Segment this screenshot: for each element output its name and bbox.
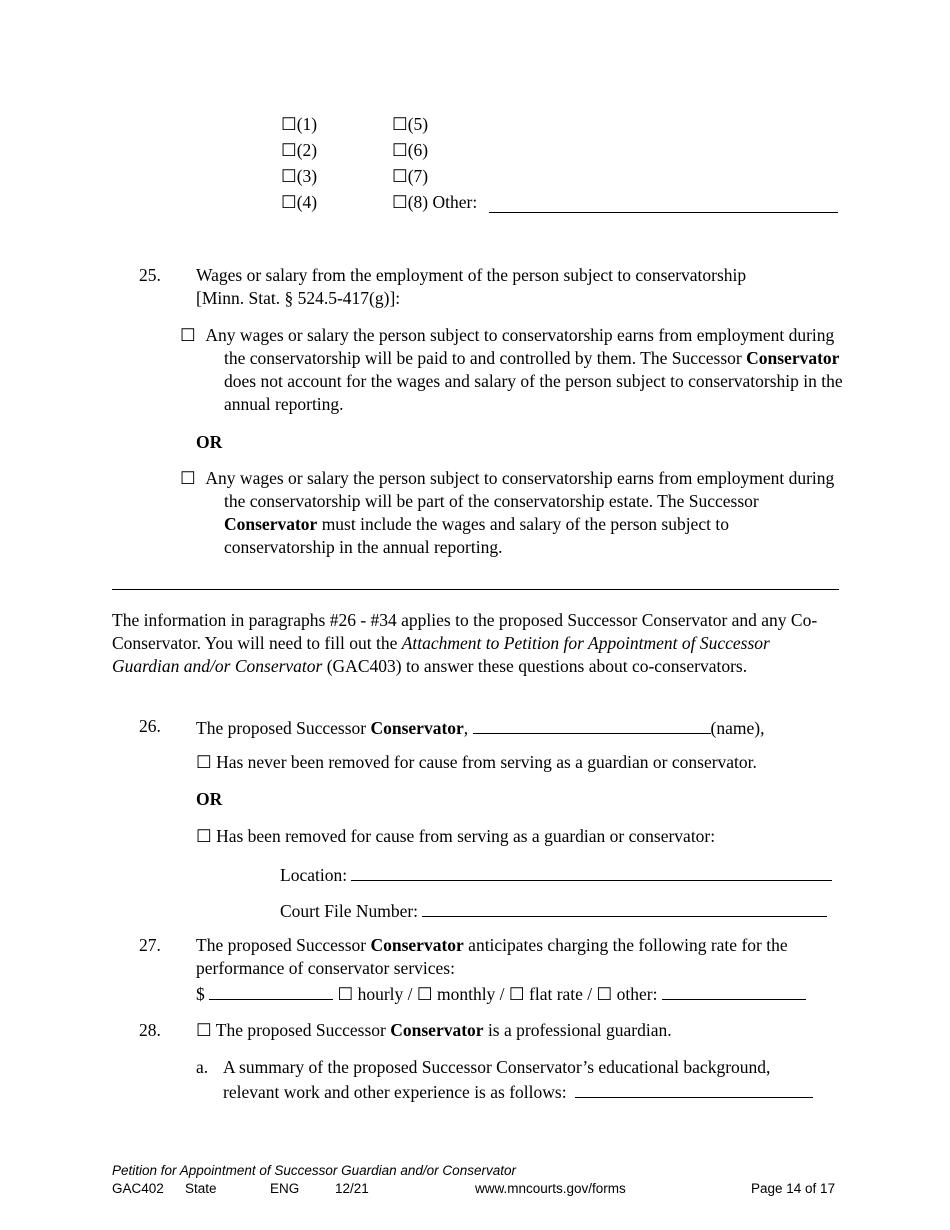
court-file-row — [280, 898, 840, 923]
item-26-or: OR — [196, 789, 223, 809]
item-27-text — [196, 934, 836, 980]
hourly-label: hourly / — [357, 984, 413, 1004]
item-27-bold: Conservator — [370, 935, 464, 955]
item-25-option-1-bold: Conservator — [746, 348, 840, 368]
item-28-bold: Conservator — [390, 1020, 484, 1040]
item-28-a-line2 — [223, 1079, 843, 1104]
other-label: other: — [616, 984, 658, 1004]
item-25-line1: Wages or salary from the employment of the person subject to conservatorship — [196, 265, 747, 285]
item-27-suffix: anticipates charging the following rate for the performance of conservator services: — [196, 935, 788, 978]
footer-language: ENG — [270, 1181, 300, 1196]
item-25-option-2-text-b: must include the wages and salary of the person subject to conservatorship in the annual reporting. — [224, 514, 729, 557]
checkbox-icon[interactable]: ☐ — [508, 984, 525, 1004]
item-28-a-line1: A summary of the proposed Successor Conservator’s educational background, — [223, 1057, 771, 1077]
item-26-option-2[interactable] — [196, 825, 836, 848]
item-26-text — [196, 715, 836, 740]
item-25-option-2-bold: Conservator — [224, 514, 318, 534]
other-rate-field[interactable] — [662, 981, 806, 1000]
other-blank-line[interactable] — [489, 194, 838, 213]
item-26-bold: Conservator — [370, 718, 464, 738]
item-26-option-1-text: Has never been removed for cause from serving as a guardian or conservator. — [216, 752, 757, 772]
info-italic-title: Attachment to Petition for Appointment of Successor Guardian and/or Conservator — [112, 633, 770, 676]
item-27-number: 27. — [139, 935, 161, 955]
item-26-prefix: The proposed Successor — [196, 718, 371, 738]
item-26-name-suffix: (name), — [710, 718, 765, 738]
item-28-a-text — [223, 1056, 843, 1104]
checkbox-option-3[interactable]: ☐(3) — [281, 166, 318, 186]
item-26-comma: , — [463, 718, 469, 738]
info-text-b: (GAC403) to answer these questions about co-conservators. — [322, 656, 748, 676]
item-28-option[interactable] — [196, 1019, 836, 1042]
location-row — [280, 862, 840, 887]
checkbox-icon[interactable]: ☐ — [596, 984, 613, 1004]
rate-row — [196, 981, 841, 1006]
flat-rate-label: flat rate / — [529, 984, 593, 1004]
checkbox-option-6[interactable]: ☐(6) — [392, 140, 429, 160]
checkbox-icon[interactable]: ☐ — [337, 984, 354, 1004]
footer-scope: State — [185, 1181, 217, 1196]
item-25-option-2-text-a: Any wages or salary the person subject to conservatorship earns from employment during the conservatorship will be part of the conservatorship estate. The Successor — [205, 468, 835, 511]
court-file-label: Court File Number: — [280, 901, 419, 921]
monthly-label: monthly / — [436, 984, 505, 1004]
item-28-prefix: The proposed Successor — [215, 1020, 391, 1040]
rate-amount-field[interactable] — [209, 981, 333, 1000]
item-28-a-line2-text: relevant work and other experience is as follows: — [223, 1082, 567, 1102]
location-field[interactable] — [351, 862, 832, 881]
item-25-option-1-text-a: Any wages or salary the person subject to conservatorship earns from employment during the conservatorship will be paid to and controlled by them. The Successor — [205, 325, 835, 368]
checkbox-option-1[interactable]: ☐(1) — [281, 114, 318, 134]
item-26-option-1[interactable] — [196, 751, 836, 774]
checkbox-icon[interactable]: ☐ — [416, 984, 433, 1004]
item-25-option-1[interactable]: ☐ Any wages or salary the person subject to conservatorship earns from employment during the conservatorship will be paid to and controlled by them. The Successor Conservator does not account for the wages and salary of the person subject to conservatorship in the annual reporting. — [180, 325, 843, 414]
footer-date: 12/21 — [335, 1181, 369, 1196]
footer-form-code: GAC402 — [112, 1181, 164, 1196]
checkbox-icon[interactable]: ☐ — [196, 1020, 212, 1040]
location-label: Location: — [280, 865, 348, 885]
section-divider — [112, 589, 839, 590]
checkbox-option-5[interactable]: ☐(5) — [392, 114, 429, 134]
item-28-a-label: a. — [196, 1057, 209, 1077]
item-25-number: 25. — [139, 265, 161, 285]
item-25-option-1-text-b: does not account for the wages and salary of the person subject to conservatorship in the annual reporting. — [224, 371, 843, 414]
item-25-option-2[interactable]: ☐ Any wages or salary the person subject to conservatorship earns from employment during the conservatorship will be part of the conservatorship estate. The Successor Conservator must include the wages and salary of the person subject to conservatorship in the annual reporting. — [180, 468, 835, 557]
item-28-suffix: is a professional guardian. — [483, 1020, 672, 1040]
footer-page-number: Page 14 of 17 — [751, 1181, 836, 1196]
experience-field[interactable] — [575, 1079, 813, 1098]
checkbox-option-2[interactable]: ☐(2) — [281, 140, 318, 160]
item-28-number: 28. — [139, 1020, 161, 1040]
item-26-number: 26. — [139, 716, 161, 736]
info-text-a: The information in paragraphs #26 - #34 applies to the proposed Successor Conservator and any Co-Conservator. You will need to fill out the — [112, 610, 818, 653]
item-25-text — [196, 264, 836, 310]
checkbox-icon[interactable]: ☐ — [196, 826, 212, 846]
item-26-option-2-text: Has been removed for cause from serving as a guardian or conservator: — [216, 826, 716, 846]
successor-name-field[interactable] — [473, 715, 711, 734]
item-27-prefix: The proposed Successor — [196, 935, 371, 955]
court-file-field[interactable] — [422, 898, 827, 917]
checkbox-icon[interactable]: ☐ — [196, 752, 212, 772]
dollar-sign: $ — [196, 984, 205, 1004]
item-25-line2: [Minn. Stat. § 524.5-417(g)]: — [196, 288, 401, 308]
item-25-or: OR — [196, 432, 223, 452]
checkbox-option-8-other[interactable]: ☐(8) Other: — [392, 192, 478, 212]
info-paragraph — [112, 609, 839, 678]
checkbox-option-4[interactable]: ☐(4) — [281, 192, 318, 212]
footer-title: Petition for Appointment of Successor Guardian and/or Conservator — [112, 1163, 516, 1178]
footer-url[interactable]: www.mncourts.gov/forms — [475, 1181, 626, 1196]
checkbox-option-7[interactable]: ☐(7) — [392, 166, 429, 186]
